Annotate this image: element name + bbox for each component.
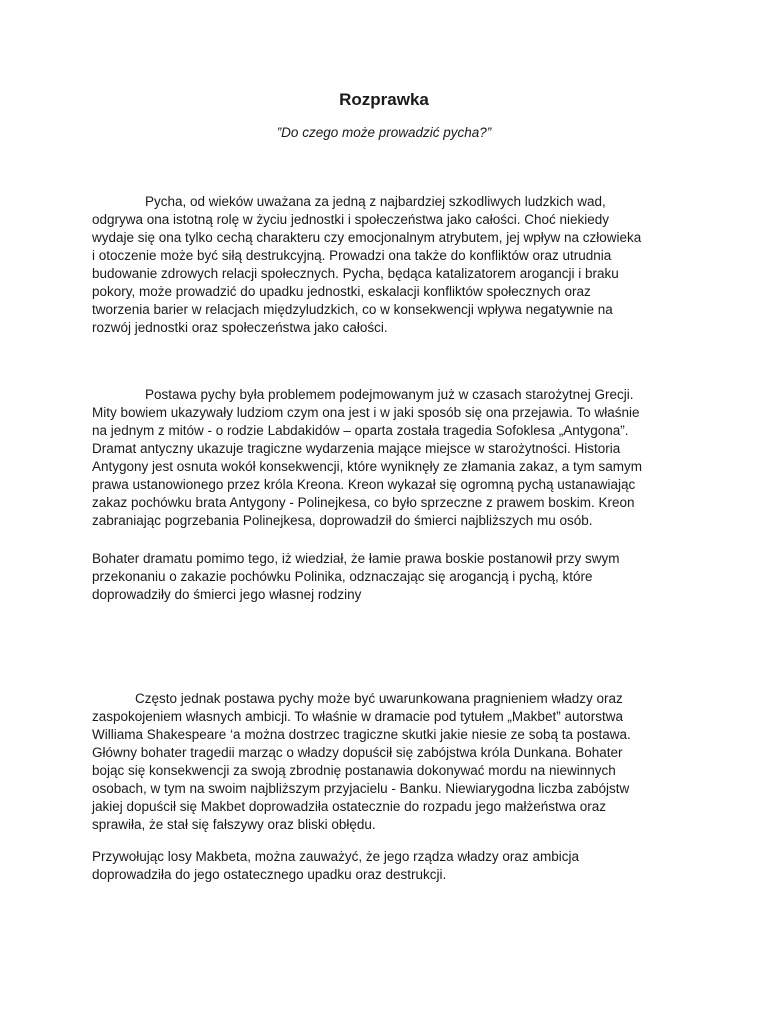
paragraph-line: zaspokojeniem własnych ambicji. To właśnie w dramacie pod tytułem „Makbet” autorstwa [92,709,623,724]
paragraph-line: Przywołując losy Makbeta, można zauważyć, że jego rządza władzy oraz ambicja [92,849,579,864]
paragraph-line: odgrywa ona istotną rolę w życiu jednostki i społeczeństwa jako całości. Choć niekiedy [92,212,610,227]
paragraph-line: doprowadziła do jego ostatecznego upadku oraz destrukcji. [92,867,447,882]
paragraph-makbet-summary [92,848,682,884]
paragraph-line: wydaje się ona tylko cechą charakteru czy emocjonalnym atrybutem, jej wpływ na człowieka [92,230,642,245]
paragraph-line: Antygony jest osnuta wokół konsekwencji, które wyniknęły ze złamania zakaz, a tym samym [92,459,642,474]
paragraph-line: Główny bohater tragedii marząc o władzy dopuścił się zabójstwa króla Dunkana. Bohater [92,745,623,760]
paragraph-antygona [92,386,682,530]
paragraph-line: na jednym z mitów - o rodzie Labdakidów – oparta została tragedia Sofoklesa „Antygona”. [92,423,629,438]
paragraph-intro [92,193,682,337]
paragraph-line: jakiej dopuścił się Makbet doprowadziła ostatecznie do rozpadu jego małżeństwa oraz [92,799,607,814]
document-subtitle: ”Do czego może prowadzić pycha?” [276,125,492,140]
paragraph-kreon-summary [92,550,682,604]
paragraph-line: prawa ustanowionego przez króla Kreona. Kreon wykazał się ogromną pychą ustanawiając [92,477,636,492]
paragraph-line: rozwój jednostki oraz społeczeństwa jako całości. [92,320,388,335]
paragraph-line: pokory, może prowadzić do upadku jednostki, eskalacji konfliktów społecznych oraz [92,284,591,299]
paragraph-line: Mity bowiem ukazywały ludziom czym ona jest i w jaki sposób się ona przejawia. To właśnie [92,405,640,420]
document-title: Rozprawka [339,90,429,109]
paragraph-line: tworzenia barier w relacjach międzyludzkich, co w konsekwencji wpływa negatywnie na [92,302,613,317]
paragraph-line: bojąc się konsekwencji za swoją zbrodnię postanawia dokonywać mordu na niewinnych [92,763,616,778]
paragraph-makbet [92,690,682,834]
paragraph-line: doprowadziły do śmierci jego własnej rodziny [92,587,362,602]
paragraph-line: przekonaniu o zakazie pochówku Polinika, odznaczając się arogancją i pychą, które [92,569,593,584]
paragraph-line: Często jednak postawa pychy może być uwarunkowana pragnieniem władzy oraz [135,691,623,706]
paragraph-line: Dramat antyczny ukazuje tragiczne wydarzenia mające miejsce w starożytności. Historia [92,441,621,456]
paragraph-line: zabraniając pogrzebania Polinejkesa, doprowadził do śmierci najbliższych mu osób. [92,513,593,528]
paragraph-line: Bohater dramatu pomimo tego, iż wiedział, że łamie prawa boskie postanowił przy swym [92,551,620,566]
paragraph-line: osobach, w tym na swoim najbliższym przyjacielu - Banku. Niewiarygodna liczba zabójstw [92,781,630,796]
paragraph-line: budowanie zdrowych relacji społecznych. Pycha, będąca katalizatorem arogancji i braku [92,266,619,281]
paragraph-line: i otoczenie może być siłą destrukcyjną. Prowadzi ona także do konfliktów oraz utrudnia [92,248,612,263]
paragraph-line: Postawa pychy była problemem podejmowanym już w czasach starożytnej Grecji. [145,387,634,402]
paragraph-line: sprawiła, że stał się fałszywy oraz bliski obłędu. [92,817,376,832]
paragraph-line: Pycha, od wieków uważana za jedną z najbardziej szkodliwych ludzkich wad, [145,194,606,209]
paragraph-line: Williama Shakespeare ‘a można dostrzec tragiczne skutki jakie niesie ze sobą ta postawa. [92,727,631,742]
paragraph-line: zakaz pochówku brata Antygony - Polinejkesa, co było sprzeczne z prawem boskim. Kreon [92,495,635,510]
